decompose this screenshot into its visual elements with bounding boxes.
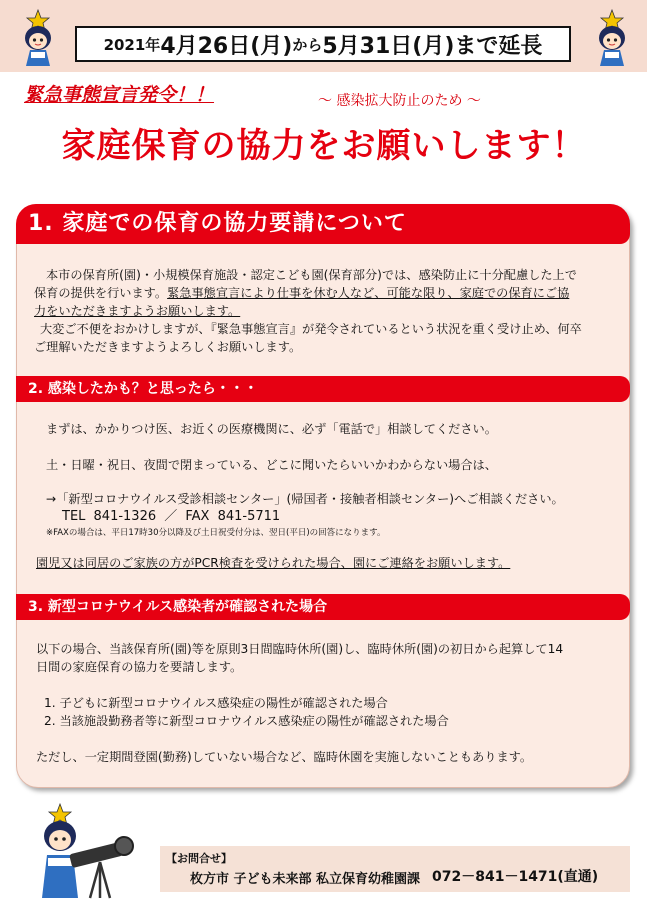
section2-pcr-note: 園児又は同居のご家族の方がPCR検査を受けられた場合、園にご連絡をお願いします。 <box>36 556 511 570</box>
contact-department: 枚方市 子ども未来部 私立保育幼稚園課 <box>190 872 421 887</box>
section3-body <box>36 640 626 766</box>
mascot-with-telescope-icon <box>20 800 150 900</box>
section1-line1: 本市の保育所(園)・小規模保育施設・認定こども園(保育部分)では、感染防止に十分配慮した上で <box>46 268 577 282</box>
section2-fax-note: ※FAXの場合は、平日17時30分以降及び土日祝受付分は、翌日(平日)の回答になります。 <box>46 528 386 538</box>
section1-line5: ご理解いただきますようよろしくお願いします。 <box>34 340 302 354</box>
section1-line2b: 緊急事態宣言により仕事を休む人など、可能な限り、家庭での保育にご協 <box>167 286 570 300</box>
extension-notice <box>75 26 571 62</box>
section3-line1: 以下の場合、当該保育所(園)等を原則3日間臨時休所(園)し、臨時休所(園)の初日から起算して14 <box>36 642 564 656</box>
section1-heading: 1. 家庭での保育の協力要請について <box>16 204 630 244</box>
section2-line2: 土・日曜・祝日、夜間で閉まっている、どこに聞いたらいいかわからない場合は、 <box>46 458 497 472</box>
mascot-left-icon <box>14 8 62 68</box>
section1-line4: 大変ご不便をおかけしますが、『緊急事態宣言』が発令されているという状況を重く受け止め、何卒 <box>40 322 582 336</box>
section3-item1: 1. 子どもに新型コロナウイルス感染症の陽性が確認された場合 <box>44 696 388 710</box>
section1-line2a: 保育の提供を行います。 <box>34 286 168 300</box>
section3-item2: 2. 当該施設勤務者等に新型コロナウイルス感染症の陽性が確認された場合 <box>44 714 449 728</box>
section3-note: ただし、一定期間登園(勤務)していない場合など、臨時休園を実施しないこともあります。 <box>36 750 533 764</box>
section1-line3: 力をいただきますようお願いします。 <box>34 304 241 318</box>
mascot-right-icon <box>588 8 636 68</box>
notice-suffix: まで延長 <box>454 33 543 59</box>
section1-line2 <box>34 284 624 302</box>
section2-body <box>36 420 621 572</box>
notice-start-date: 4月26日(月) <box>160 33 293 59</box>
section3-line2: 日間の家庭保育の協力を要請します。 <box>36 660 243 674</box>
notice-year: 2021年 <box>103 35 161 54</box>
section2-heading: 2. 感染したかも？と思ったら・・・ <box>16 376 630 402</box>
emergency-alert: 緊急事態宣言発令！！ <box>24 84 215 106</box>
section2-line1: まずは、かかりつけ医、お近くの医療機関に、必ず「電話で」相談してください。 <box>46 422 497 436</box>
section3-heading: 3. 新型コロナウイルス感染者が確認された場合 <box>16 594 630 620</box>
page-title: 家庭保育の協力をお願いします！ <box>61 126 587 166</box>
section2-phone: TEL 841-1326 ／ FAX 841-5711 <box>62 509 281 524</box>
section2-line3: →「新型コロナウイルス受診相談センター」(帰国者・接触者相談センター)へご相談ください。 <box>46 492 564 506</box>
section1-body <box>34 266 624 356</box>
notice-end-date: 5月31日(月) <box>322 33 455 59</box>
notice-from: から <box>292 35 323 54</box>
subtitle: ～ 感染拡大防止のため ～ <box>318 93 481 109</box>
contact-label: 【お問合せ】 <box>166 852 232 865</box>
contact-phone: 072－841－1471(直通) <box>432 869 599 885</box>
